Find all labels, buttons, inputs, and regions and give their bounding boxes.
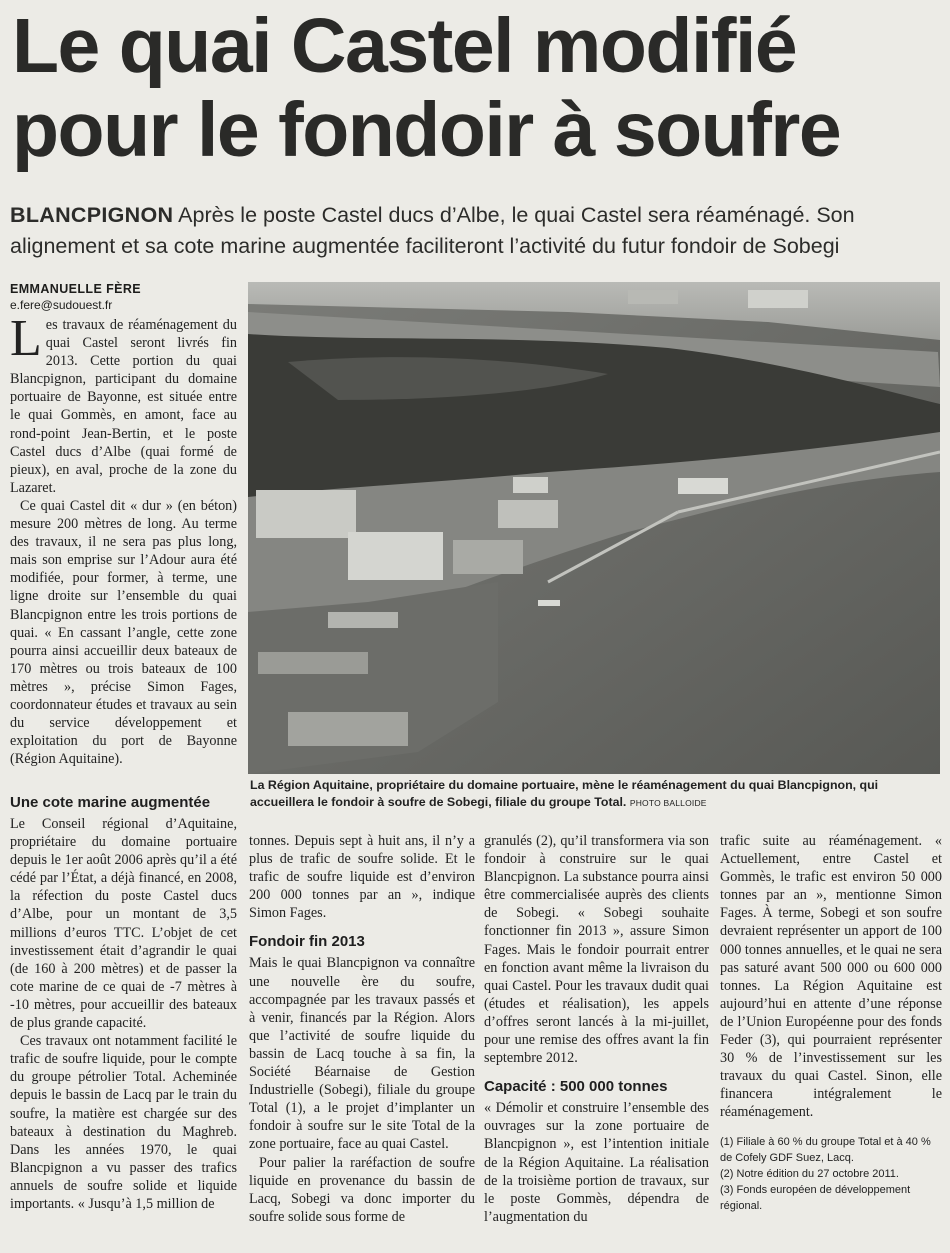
building (678, 478, 728, 494)
warehouse (453, 540, 523, 574)
standfirst-text: Après le poste Castel ducs d’Albe, le quai Castel sera réaménagé. Son alignement et sa cote marine augmentée faciliteront l’activité du futur fondoir de Sobegi (10, 203, 855, 258)
paragraph: granulés (2), qu’il transformera via son fondoir à construire sur le quai Blancpignon. La substance pourra ainsi être commercialisée auprès des clients de Sobegi. « Sobegi souhaite fonctionner fin 2013 », assure Simon Fages. Mais le fondoir pourrait entrer en fonction avant même la livraison du quai Castel. Pour les travaux dudit quai (études et réalisation), les appels d’offres seront lancés à la mi-juillet, pour une remise des offres avant la fin septembre 2012. (484, 833, 709, 1067)
author-byline: EMMANUELLE FÈRE (10, 282, 141, 296)
silos (748, 290, 808, 308)
section-heading: Capacité : 500 000 tonnes (484, 1078, 668, 1096)
footnote: (1) Filiale à 60 % du groupe Total et à 40 % de Cofely GDF Suez, Lacq. (720, 1135, 931, 1164)
author-email[interactable]: e.fere@sudouest.fr (10, 298, 113, 312)
intro-paragraph (10, 310, 237, 497)
article-column-1-top (10, 310, 237, 768)
article-column-2 (249, 832, 475, 1226)
warehouse (348, 532, 443, 580)
footnote: (3) Fonds européen de développement régional. (720, 1183, 911, 1212)
headline-line-2: pour le fondoir à soufre (12, 87, 841, 173)
intro-text: es travaux de réaménagement du quai Castel seront livrés fin 2013. Cette portion du quai Blancpignon, participant du domaine portuaire de Bayonne, est située entre le quai Gommès, en amont, face au rond-point Jean-Bertin, et le poste Castel ducs d’Albe (quai formé de pieux), en aval, proche de la zone du Lazaret. (10, 317, 237, 496)
paragraph: trafic suite au réaménagement. « Actuellement, entre Castel et Gommès, le trafic est environ 50 000 tonnes par an », mentionne Simon Fages. À terme, Sobegi et son soufre devraient représenter un apport de 100 000 tonnes annuelles, et le quai ne sera pas saturé avant 500 000 ou 600 000 tonnes. La Région Aquitaine est aujourd’hui en attente d’une réponse de l’Union Européenne pour des fonds Feder (3), qui pourraient représenter 30 % de l’investissement sur les travaux du quai Castel. Sinon, elle financera intégralement le réaménagement. (720, 833, 942, 1121)
section-heading: Fondoir fin 2013 (249, 933, 365, 951)
warehouse (498, 500, 558, 528)
paragraph: « Démolir et construire l’ensemble des ouvrages sur la zone portuaire de Blancpignon », est l’intention initiale de la Région Aquitaine. La réalisation de la troisième portion de travaux, sur le poste Gommès, dépendra de l’augmentation du (484, 1100, 709, 1225)
headline (12, 4, 932, 172)
photo-credit: PHOTO BALLOIDE (629, 798, 707, 808)
warehouse (288, 712, 408, 746)
footnotes (720, 1134, 942, 1214)
paragraph: Ce quai Castel dit « dur » (en béton) mesure 200 mètres de long. Au terme des travaux, il ne sera pas plus long, mais son emprise sur l’Adour aura été modifiée, pour former, à terme, une ligne droite sur l’ensemble du quai Blancpignon entre les trois portions de quai. « En cassant l’angle, cette zone pourra ainsi accueillir deux bateaux de 170 mètres ou trois bateaux de 100 mètres », précise Simon Fages, coordonnateur études et travaux au sein du service développement et exploitation du port de Bayonne (Région Aquitaine). (10, 497, 237, 768)
paragraph: Ces travaux ont notamment facilité le trafic de soufre liquide, pour le compte du groupe pétrolier Total. Acheminée depuis le bassin de Lacq par le train du soufre, la matière est chargée sur des bateaux à destination du Maghreb. Dans les années 1970, le quai Blancpignon a vu passer des trafics annuels de soufre solide et liquide importants. « Jusqu’à 1,5 million de (10, 1033, 237, 1212)
footnote: (2) Notre édition du 27 octobre 2011. (720, 1167, 899, 1180)
article-column-3 (484, 832, 709, 1226)
silos (628, 290, 678, 304)
paragraph: tonnes. Depuis sept à huit ans, il n’y a plus de trafic de soufre solide. Et le trafic de soufre liquide est d’environ 200 000 tonnes par an », indique Simon Fages. (249, 833, 475, 922)
building (328, 612, 398, 628)
standfirst (10, 200, 940, 262)
warehouse (258, 652, 368, 674)
building (513, 477, 548, 493)
paragraph: Le Conseil régional d’Aquitaine, propriétaire du domaine portuaire depuis le 1er août 2006 après qu’il a été cédé par l’État, a déjà financé, en 2008, la réfection du poste Castel ducs d’Albe, pour un montant de 3,5 millions d’euros TTC. L’objet de cet investissement était d’agrandir le quai (de 160 à 200 mètres) et de passer la cote marine de ce quai de -7 mètres à -10 mètres, pour accueillir des bateaux de plus grande capacité. (10, 816, 237, 1032)
kicker: BLANCPIGNON (10, 203, 174, 227)
article-column-4 (720, 832, 942, 1214)
paragraph: Pour palier la raréfaction de soufre liquide en provenance du bassin de Lacq, Sobegi va donc importer du soufre solide sous forme de (249, 1154, 475, 1225)
boat (538, 600, 560, 606)
drop-cap: L (10, 310, 42, 367)
caption-text: La Région Aquitaine, propriétaire du domaine portuaire, mène le réaménagement du quai Blancpignon, qui accueillera le fondoir à soufre de Sobegi, filiale du groupe Total. (250, 778, 879, 809)
article-column-1-bottom (10, 793, 237, 1213)
photo-caption (250, 777, 940, 812)
port-aerial-photo (248, 282, 940, 774)
paragraph: Mais le quai Blancpignon va connaître une nouvelle ère du soufre, accompagnée par les travaux passés et à venir, financés par la Région. Alors que l’activité de soufre liquide du bassin de Lacq touche à sa fin, la Société Béarnaise de Gestion Industrielle (Sobegi), filiale du groupe Total (1), a le projet d’implanter un fondoir à soufre sur le site Total de la zone portuaire, face au quai Castel. (249, 955, 475, 1153)
photo-illustration (248, 282, 940, 774)
headline-line-1: Le quai Castel modifié (12, 3, 797, 89)
warehouse (256, 490, 356, 538)
section-heading: Une cote marine augmentée (10, 794, 211, 811)
